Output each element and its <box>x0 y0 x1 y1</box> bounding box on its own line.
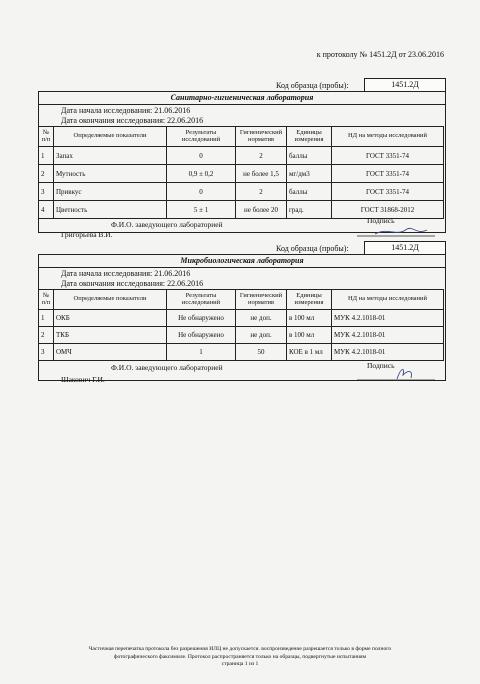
table-row <box>39 183 444 201</box>
row-method: МУК 4.2.1018-01 <box>332 327 444 344</box>
footer <box>40 646 440 669</box>
row-num: 3 <box>39 183 54 201</box>
table-header-row <box>39 127 444 147</box>
signature-mark <box>357 225 437 239</box>
lab-block-sanitary <box>38 91 446 239</box>
head-fio-label: Ф.И.О. заведующего лабораторией <box>111 363 223 372</box>
col-method: НД на методы исследований <box>332 127 444 147</box>
protocol-reference: к протоколу № 1451.2Д от 23.06.2016 <box>316 50 444 59</box>
row-indicator: Мутность <box>54 165 167 183</box>
row-result: 0 <box>167 183 236 201</box>
results-table <box>38 126 444 219</box>
col-norm: Гигиенический норматив <box>236 127 287 147</box>
row-method: МУК 4.2.1018-01 <box>332 344 444 361</box>
row-norm: не доп. <box>236 327 287 344</box>
col-units: Единицы измерения <box>287 290 332 310</box>
col-result: Результаты исследований <box>167 127 236 147</box>
head-fio-label: Ф.И.О. заведующего лабораторией <box>111 220 223 229</box>
table-row <box>39 310 444 327</box>
row-method: ГОСТ 3351-74 <box>332 165 444 183</box>
row-num: 2 <box>39 327 54 344</box>
row-indicator: ОКБ <box>54 310 167 327</box>
row-result: 5 ± 1 <box>167 201 236 219</box>
row-result: 0 <box>167 147 236 165</box>
row-indicator: Цветность <box>54 201 167 219</box>
table-header-row <box>39 290 444 310</box>
row-norm: не более 1,5 <box>236 165 287 183</box>
row-indicator: ОМЧ <box>54 344 167 361</box>
start-date: Дата начала исследования: 21.06.2016 <box>61 269 191 278</box>
lab-title: Санитарно-гигиеническая лаборатория <box>39 92 445 105</box>
row-units: баллы <box>287 147 332 165</box>
table-row <box>39 344 444 361</box>
row-result: Не обнаружено <box>167 310 236 327</box>
head-name: Шакович Г.И. <box>61 375 105 384</box>
row-norm: не более 20 <box>236 201 287 219</box>
row-units: мг/дм3 <box>287 165 332 183</box>
page-number: страница 1 из 1 <box>221 661 259 668</box>
col-method: НД на методы исследований <box>332 290 444 310</box>
row-indicator: Привкус <box>54 183 167 201</box>
row-norm: 2 <box>236 183 287 201</box>
col-indicator: Определяемые показатели <box>54 127 167 147</box>
row-num: 1 <box>39 147 54 165</box>
row-indicator: Запах <box>54 147 167 165</box>
row-num: 1 <box>39 310 54 327</box>
row-method: МУК 4.2.1018-01 <box>332 310 444 327</box>
table-row <box>39 327 444 344</box>
row-norm: не доп. <box>236 310 287 327</box>
sample-code-value: 1451.2Д <box>364 241 446 255</box>
sample-code-label: Код образца (пробы): <box>276 244 349 253</box>
signature-label: Подпись <box>367 216 395 225</box>
row-units: КОЕ в 1 мл <box>287 344 332 361</box>
row-units: баллы <box>287 183 332 201</box>
row-units: в 100 мл <box>287 327 332 344</box>
col-indicator: Определяемые показатели <box>54 290 167 310</box>
sample-code-value: 1451.2Д <box>364 78 446 92</box>
col-result: Результаты исследований <box>167 290 236 310</box>
row-method: ГОСТ 3351-74 <box>332 147 444 165</box>
row-num: 3 <box>39 344 54 361</box>
head-name: Григорьева В.И. <box>61 230 113 239</box>
row-method: ГОСТ 31868-2012 <box>332 201 444 219</box>
sample-code-label: Код образца (пробы): <box>276 81 349 90</box>
lab-block-microbiology <box>38 254 446 384</box>
table-row <box>39 147 444 165</box>
results-table <box>38 289 444 361</box>
row-norm: 50 <box>236 344 287 361</box>
lab-title: Микробиологическая лаборатория <box>39 255 445 268</box>
signature-mark <box>357 365 437 383</box>
end-date: Дата окончания исследования: 22.06.2016 <box>61 279 204 288</box>
col-num: № п/п <box>39 290 54 310</box>
row-indicator: ТКБ <box>54 327 167 344</box>
row-num: 2 <box>39 165 54 183</box>
row-result: Не обнаружено <box>167 327 236 344</box>
footer-line: Частичная перепечатка протокола без разрешения ИЛЦ не допускается. воспроизведение разрешается только в форме полного <box>88 646 392 652</box>
row-units: в 100 мл <box>287 310 332 327</box>
start-date: Дата начала исследования: 21.06.2016 <box>61 106 191 115</box>
end-date: Дата окончания исследования: 22.06.2016 <box>61 116 204 125</box>
row-num: 4 <box>39 201 54 219</box>
row-result: 1 <box>167 344 236 361</box>
col-units: Единицы измерения <box>287 127 332 147</box>
col-num: № п/п <box>39 127 54 147</box>
row-norm: 2 <box>236 147 287 165</box>
col-norm: Гигиенический норматив <box>236 290 287 310</box>
footer-line: фотографического факсимиле. Протокол распространяется только на образцы, подвергнутые испытаниям <box>113 653 367 660</box>
row-result: 0,9 ± 0,2 <box>167 165 236 183</box>
row-units: град. <box>287 201 332 219</box>
row-method: ГОСТ 3351-74 <box>332 183 444 201</box>
table-row <box>39 165 444 183</box>
signature-label: Подпись <box>367 361 395 370</box>
